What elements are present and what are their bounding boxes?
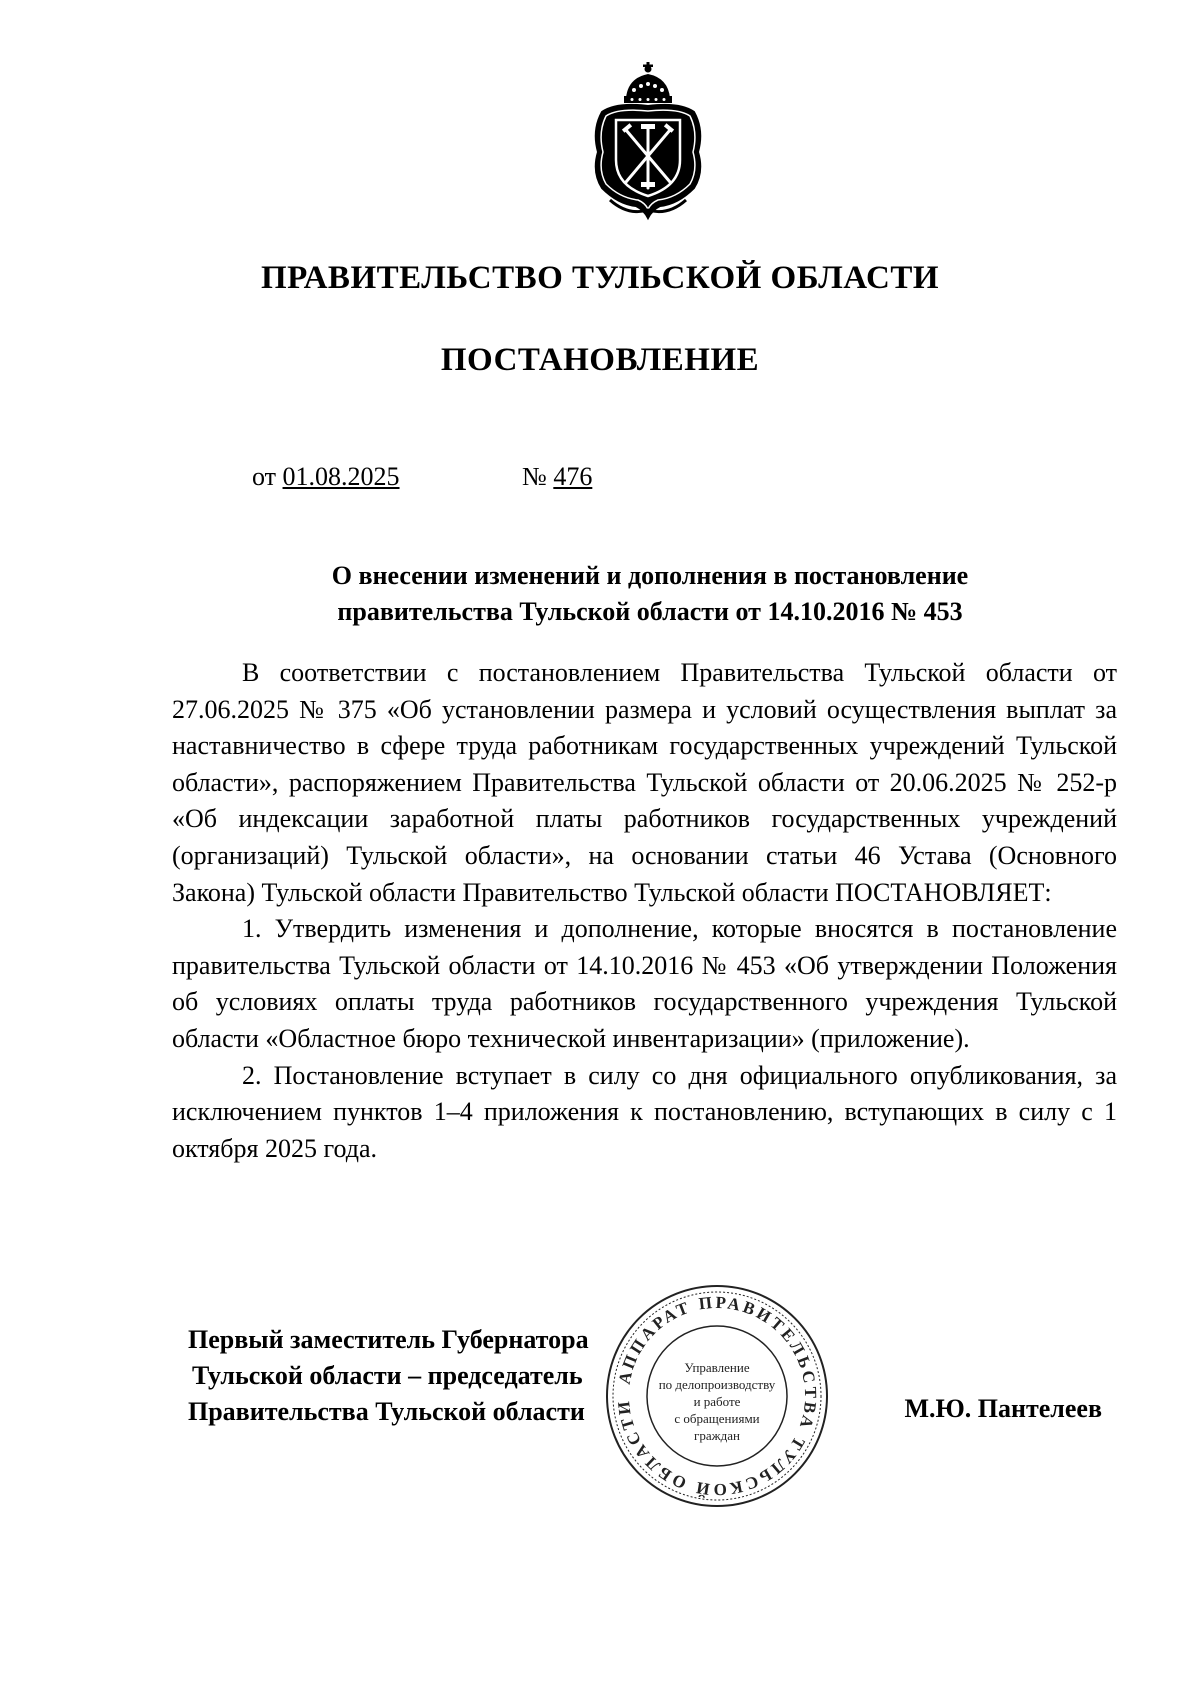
- document-date: 01.08.2025: [282, 462, 400, 491]
- subject-line-1: О внесении изменений и дополнения в постановление: [331, 561, 969, 590]
- document-subject: [0, 558, 1200, 630]
- seal-center-line-5: граждан: [694, 1428, 740, 1443]
- number-prefix: №: [522, 462, 547, 491]
- document-number-block: [522, 462, 592, 492]
- seal-center-line-3: и работе: [693, 1394, 741, 1409]
- position-line-2: Тульской области – председатель: [192, 1361, 583, 1390]
- clause-1-paragraph: 1. Утвердить изменения и дополнение, которые вносятся в постановление правительства Тульской области от 14.10.2016 № 453 «Об утверждении Положения об условиях оплаты труда работников государственного учреждения Тульской области «Областное бюро технической инвентаризации» (приложение).: [172, 914, 1117, 1053]
- preamble-paragraph: В соответствии с постановлением Правительства Тульской области от 27.06.2025 № 375 «Об установлении размера и условий осуществления выплат за наставничество в сфере труда работникам государственных учреждений Тульской области», распоряжением Правительства Тульской области от 20.06.2025 № 252-р «Об индексации заработной платы работников государственных учреждений (организаций) Тульской области», на основании статьи 46 Устава (Основного Закона) Тульской области Правительство Тульской области ПОСТАНОВЛЯЕТ:: [172, 658, 1117, 907]
- clause-2-paragraph: 2. Постановление вступает в силу со дня официального опубликования, за исключением пунктов 1–4 приложения к постановлению, вступающих в силу с 1 октября 2025 года.: [172, 1060, 1117, 1163]
- seal-ring-text: АППАРАТ ПРАВИТЕЛЬСТВА ТУЛЬСКОЙ ОБЛАСТИ: [613, 1292, 821, 1500]
- date-number-line: [252, 462, 593, 492]
- seal-center-line-4: с обращениями: [674, 1411, 760, 1426]
- seal-center-line-1: Управление: [684, 1360, 750, 1375]
- subject-line-2: правительства Тульской области от 14.10.2016 № 453: [337, 597, 963, 626]
- signatory-name: М.Ю. Пантелеев: [904, 1394, 1102, 1423]
- coat-of-arms-icon: [588, 60, 708, 225]
- document-number: 476: [553, 462, 593, 491]
- signatory-position: [188, 1322, 589, 1430]
- seal-center-line-2: по делопроизводству: [658, 1377, 776, 1392]
- document-type-title: ПОСТАНОВЛЕНИЕ: [440, 342, 760, 378]
- document-body: [172, 655, 1117, 1167]
- position-line-1: Первый заместитель Губернатора: [188, 1325, 589, 1354]
- official-seal-icon: [603, 1282, 831, 1510]
- organization-title: ПРАВИТЕЛЬСТВО ТУЛЬСКОЙ ОБЛАСТИ: [261, 260, 939, 296]
- position-line-3: Правительства Тульской области: [188, 1397, 585, 1426]
- date-prefix: от: [252, 462, 277, 491]
